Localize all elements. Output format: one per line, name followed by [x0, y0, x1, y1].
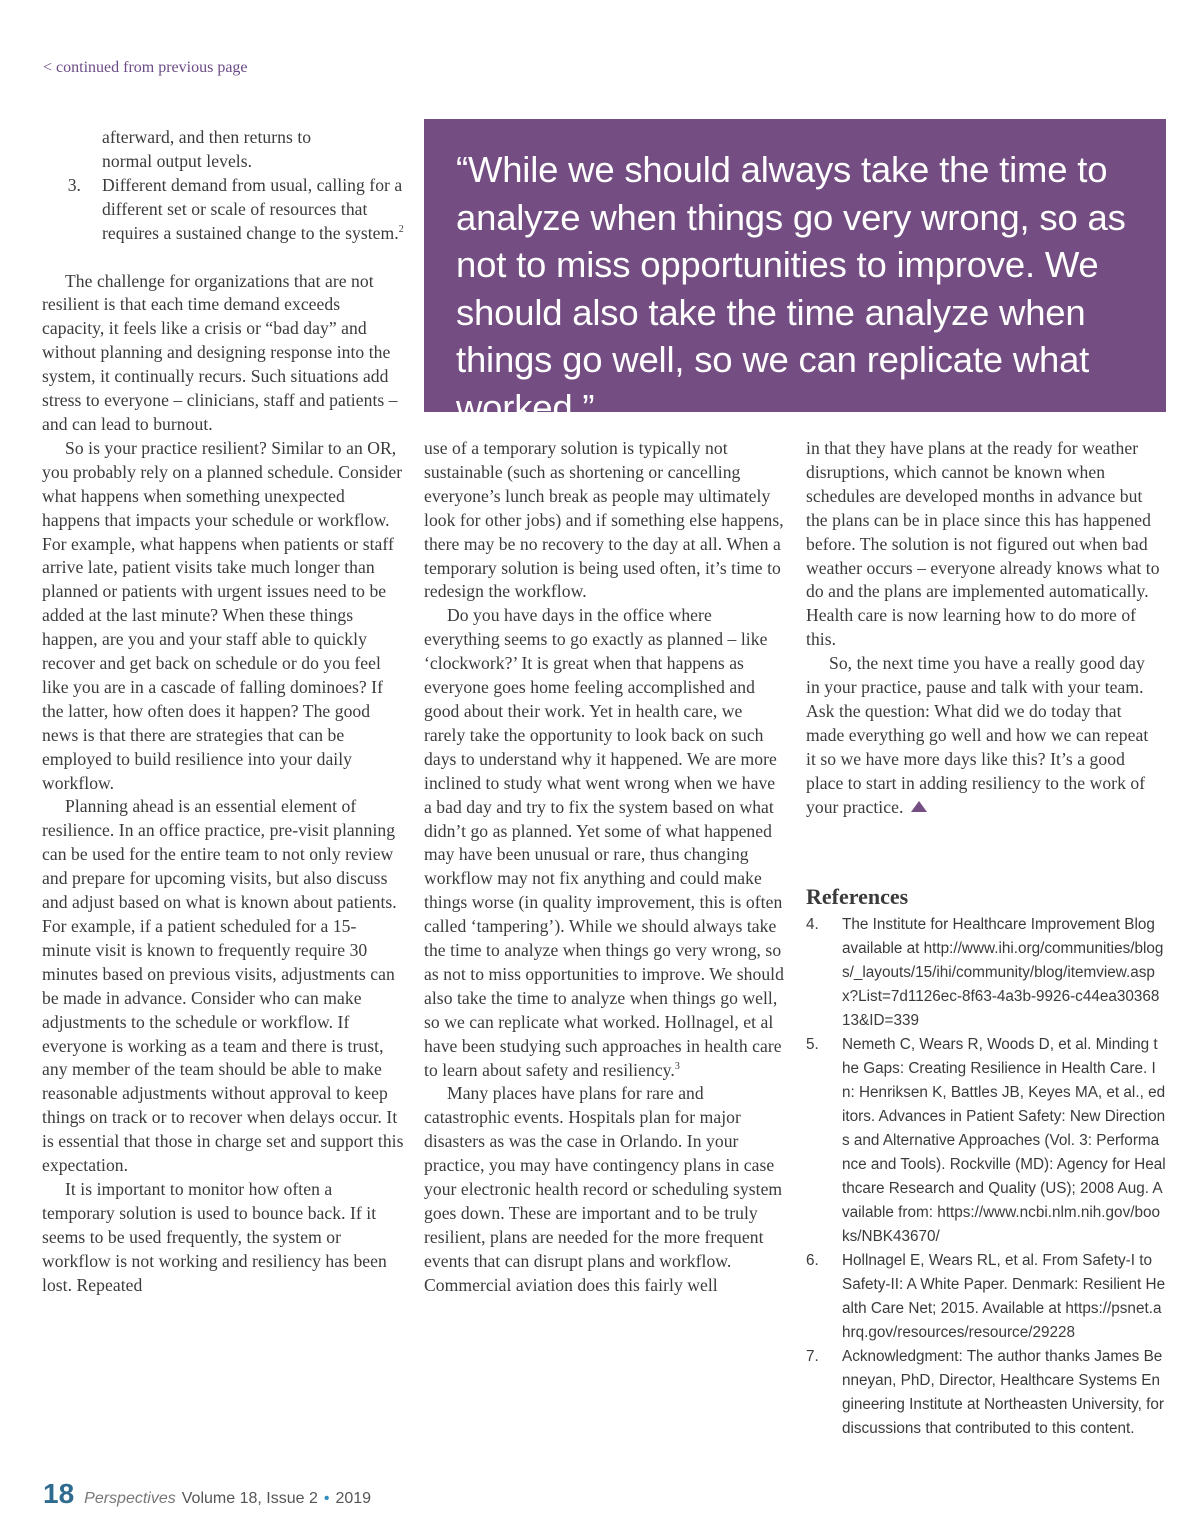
- page-footer: [43, 1478, 371, 1510]
- publication-year: 2019: [335, 1490, 372, 1507]
- paragraph: Many places have plans for rare and catastrophic events. Hospitals plan for major disasters as was the case in Orlando. In your practice, you may have contingency plans in case your electronic health record or scheduling system goes down. These are important and to be truly resilient, plans are needed for the more frequent events that can disrupt plans and workflow. Commercial aviation does this fairly well: [424, 1083, 783, 1295]
- reference-text: Nemeth C, Wears R, Woods D, et al. Minding the Gaps: Creating Resilience in Health Care. In: Henriksen K, Battles JB, Keyes MA, et al., editors. Advances in Patient Safety: New Directions and Alternative Approaches (Vol. 3: Performance and Tools). Rockville (MD): Agency for Healthcare Research and Quality (US); 2008 Aug. Available from: https://www.ncbi.nlm.nih.gov/books/NBK43670/: [842, 1036, 1166, 1245]
- reference-item: [806, 1249, 1166, 1345]
- list-item-3: [42, 174, 404, 246]
- list-item-3-text: Different demand from usual, calling for a different set or scale of resources that requires a sustained change to the system.: [102, 174, 403, 243]
- page-number: 18: [43, 1478, 75, 1509]
- reference-number: 6.: [806, 1252, 819, 1269]
- paragraph: use of a temporary solution is typically not sustainable (such as shortening or cancelling everyone’s lunch break as people may ultimately look for other jobs) and if something else happens, there may be no recovery to the day at all. When a temporary solution is being used often, it’s time to redesign the workflow.: [424, 438, 784, 602]
- list-item-continuation-line-2: normal output levels.: [102, 150, 253, 171]
- publication-name: Perspectives: [84, 1490, 176, 1507]
- paragraph: [424, 604, 786, 1082]
- paragraph: [806, 652, 1162, 819]
- article-column-2: [424, 437, 786, 1298]
- reference-number: 5.: [806, 1036, 819, 1053]
- reference-text: The Institute for Healthcare Improvement Blog available at http://www.ihi.org/communities/blogs/_layouts/15/ihi/community/blog/itemview.aspx?List=7d1126ec-8f63-4a3b-9926-c44ea3036813&ID=339: [842, 916, 1164, 1029]
- numbered-list: [42, 126, 404, 246]
- reference-text: Hollnagel E, Wears RL, et al. From Safety-I to Safety-II: A White Paper. Denmark: Resilient Health Care Net; 2015. Available at https://psnet.ahrq.gov/resources/resource/29228: [842, 1252, 1166, 1341]
- paragraph: It is important to monitor how often a temporary solution is used to bounce back. If it seems to be used frequently, the system or workflow is not working and resiliency has been lost. Repeated: [42, 1178, 387, 1295]
- paragraph-text: Do you have days in the office where everything seems to go exactly as planned – like ‘clockwork?’ It is great when that happens as everyone goes home feeling accomplished and good about their work. Yet in health care, we rarely take the opportunity to look back on such days to understand why it happened. We are more inclined to study what went wrong when we have a bad day and try to fix the system based on what didn’t go as planned. Yet some of what happened may have been unusual or rare, thus changing workflow may not fix anything and could make things worse (in quality improvement, this is often called ‘tampering’). While we should always take the time to analyze when things go very wrong, so as not to miss opportunities to improve. We should also take the time to analyze when things go well, so we can replicate what worked. Hollnagel, et al have been studying such approaches in health care to learn about safety and resiliency.: [424, 605, 784, 1080]
- footer-separator: •: [323, 1490, 330, 1507]
- reference-item: [806, 1033, 1166, 1249]
- reference-item: [806, 1345, 1166, 1441]
- references-list: [806, 913, 1166, 1441]
- reference-number: 7.: [806, 1348, 819, 1365]
- article-column-3: [806, 437, 1162, 820]
- paragraph: The challenge for organizations that are not resilient is that each time demand exceeds capacity, it feels like a crisis or “bad day” and without planning and designing response into the system, it continually recurs. Such situations add stress to everyone – clinicians, staff and patients – and can lead to burnout.: [42, 270, 398, 434]
- list-item-number: 3.: [67, 174, 81, 195]
- reference-item: [806, 913, 1166, 1033]
- list-item-text: [102, 174, 404, 246]
- footnote-ref: 3: [674, 1060, 680, 1072]
- references-heading: References: [806, 884, 909, 909]
- end-of-article-triangle-icon: [911, 801, 927, 812]
- continued-from-previous-page-link[interactable]: < continued from previous page: [43, 59, 248, 76]
- list-item-continuation-line-1: afterward, and then returns to: [102, 127, 312, 147]
- reference-number: 4.: [806, 916, 819, 933]
- issue-info: Volume 18, Issue 2: [181, 1490, 318, 1507]
- paragraph-text: So, the next time you have a really good day in your practice, pause and talk with your team. Ask the question: What did we do today that made everything go well and how we can repeat it so we have more days like this? It’s a good place to start in adding resiliency to the work of your practice.: [806, 653, 1149, 817]
- paragraph: Planning ahead is an essential element of resilience. In an office practice, pre-visit planning can be used for the entire team to not only review and prepare for upcoming visits, but also discuss and adjust based on what is known about patients. For example, if a patient scheduled for a 15-minute visit is known to frequently require 30 minutes based on previous visits, adjustments can be made in advance. Consider who can make adjustments to the schedule or workflow. If everyone is working as a team and there is trust, any member of the team should be able to make reasonable adjustments without approval to keep things on track or to recover when delays occur. It is essential that those in charge set and support this expectation.: [42, 796, 404, 1176]
- article-column-1: [42, 126, 404, 1298]
- reference-text: Acknowledgment: The author thanks James Benneyan, PhD, Director, Healthcare Systems Engineering Institute at Northeasten University, for discussions that contributed to this content.: [842, 1348, 1164, 1437]
- paragraph: in that they have plans at the ready for weather disruptions, which cannot be known when schedules are developed months in advance but the plans can be in place since this has happened before. The solution is not figured out when bad weather occurs – everyone already knows what to do and the plans are implemented automatically. Health care is now learning how to do more of this.: [806, 438, 1160, 650]
- pull-quote: “While we should always take the time to analyze when things go very wrong, so as not to miss opportunities to improve. We should also take the time analyze when things go well, so we can replicate what worked.”: [424, 119, 1166, 412]
- paragraph: So is your practice resilient? Similar to an OR, you probably rely on a planned schedule. Consider what happens when something unexpected happens that impacts your schedule or workflow. For example, what happens when patients or staff arrive late, patient visits take much longer than planned or patients with urgent issues need to be added at the last minute? When these things happen, are you and your staff able to quickly recover and get back on schedule or do you feel like you are in a cascade of falling dominoes? If the latter, how often does it happen? The good news is that there are strategies that can be employed to build resilience into your daily workflow.: [42, 437, 403, 793]
- footnote-ref: 2: [398, 223, 404, 235]
